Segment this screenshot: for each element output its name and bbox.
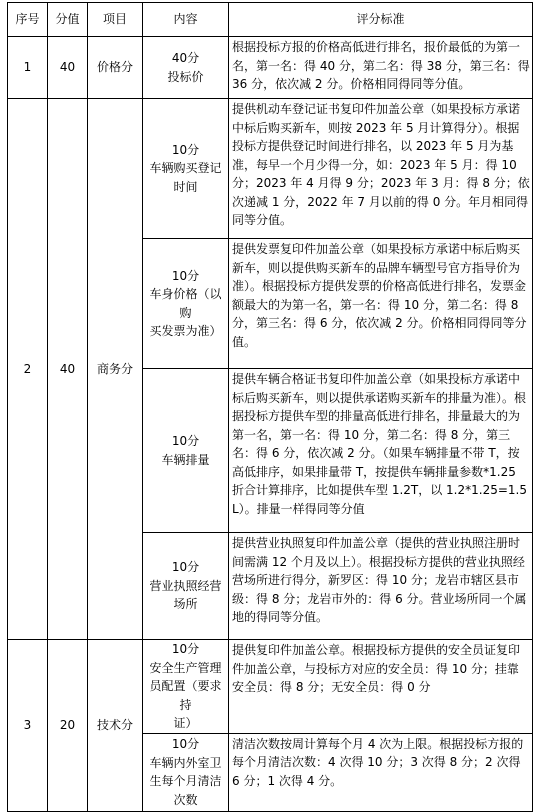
content-line: 买发票为准）: [149, 324, 222, 338]
content-line: 车辆购买登记: [149, 161, 222, 176]
content-line: 车辆排量: [161, 452, 210, 467]
header-content: 内容: [143, 3, 229, 37]
criteria-cell: 清洁次数按周计算每个月 4 次为上限。根据投标方报的每个月清洁次数：4 次得 10 分；3 次得 8 分；2 次得 6 分；1 次得 4 分。: [229, 733, 533, 811]
scoring-table: [7, 2, 533, 812]
criteria-cell: 根据投标方报的价格高低进行排名，报价最低的为第一名，第一名：得 40 分，第二名：得 38 分，第三名：得 36 分，依次减 2 分。价格相同得同等分值。: [229, 37, 533, 99]
content-line: 营业执照经营: [149, 578, 222, 593]
criteria-cell: 提供机动车登记证书复印件加盖公章（如果投标方承诺中标后购买新车，则按 2023 年 5 月计算得分）。根据投标方提供登记时间进行排名，以 2023 年 5 月为基准，每早一个月少得一分，如：2023 年 5 月：得 10 分；2023 年 4 月得 9 分；2023 年 3 月：得 8 分；依次递减 1 分，2022 年 7 月以前的得 0 分。年月相同得同等分值。: [229, 99, 533, 239]
row-score: 40: [48, 99, 88, 640]
content-line: 10分: [171, 268, 200, 283]
criteria-cell: 提供营业执照复印件加盖公章（提供的营业执照注册时间需满 12 个月及以上）。根据投标方提供的营业执照经营场所进行得分，新罗区：得 10 分；龙岩市辖区县市级：得 8 分；龙岩市外的：得 6 分。营业场所同一个属地的得同等分值。: [229, 533, 533, 640]
table-row: [8, 37, 533, 99]
content-line: 证）: [173, 716, 198, 730]
content-line: 次数: [173, 792, 198, 807]
header-criteria: 评分标准: [229, 3, 533, 37]
table-row: [8, 640, 533, 734]
criteria-cell: 提供复印件加盖公章。根据投标方提供的安全员证复印件加盖公章，与投标方对应的安全员：得 10 分；挂靠安全员：得 8 分；无安全员：得 0 分: [229, 640, 533, 734]
row-seq: 2: [8, 99, 48, 640]
row-seq: 1: [8, 37, 48, 99]
header-item: 项目: [88, 3, 143, 37]
table-row: [8, 99, 533, 239]
content-line: 生每个月清洁: [149, 774, 222, 788]
criteria-cell: 提供发票复印件加盖公章（如果投标方承诺中标后购买新车，则以提供购买新车的品牌车辆型号官方指导价为准）。根据投标方提供发票的价格高低进行排名，发票金额最大的为第一名，第一名：得 10 分，第二名：得 8 分，第三名：得 6 分，依次减 2 分。价格相同得同等分值。: [229, 239, 533, 369]
row-score: 40: [48, 37, 88, 99]
content-line: 车辆内外室卫: [149, 755, 222, 770]
content-line: 10分: [171, 142, 200, 157]
content-cell: [143, 239, 229, 369]
row-item: 技术分: [88, 640, 143, 812]
row-seq: 3: [8, 640, 48, 812]
content-line: 10分: [171, 434, 200, 448]
row-score: 20: [48, 640, 88, 812]
content-cell: [143, 733, 229, 811]
content-cell: [143, 640, 229, 734]
content-line: 投标价: [167, 69, 204, 84]
criteria-cell: 提供车辆合格证书复印件加盖公章（如果投标方承诺中标后购买新车，则以提供承诺购买新车的排量为准）。根据投标方提供车型的排量高低进行排名，排量最大的为第一名，第一名：得 10 分，第二名：得 8 分，第三名：得 6 分，依次减 2 分。（如果车辆排量不带 T，按高低排序，如果排量带 T，按提供车辆排量参数*1.25 折合计算排序，比如提供车型 1.2T，以 1.2*1.25=1.5L）。排量一样得同等分值: [229, 369, 533, 533]
header-seq: 序号: [8, 3, 48, 37]
content-line: 时间: [173, 179, 198, 194]
content-line: 场所: [173, 597, 198, 612]
content-line: 车身价格（以购: [149, 287, 222, 320]
content-cell: [143, 369, 229, 533]
content-line: 安全生产管理: [149, 660, 222, 675]
content-line: 10分: [171, 560, 200, 575]
content-line: 10分: [171, 737, 200, 751]
row-item: 商务分: [88, 99, 143, 640]
content-line: 40分: [171, 51, 200, 65]
content-line: 员配置（要求持: [149, 679, 222, 712]
content-line: 10分: [171, 642, 200, 656]
row-item: 价格分: [88, 37, 143, 99]
header-score: 分值: [48, 3, 88, 37]
content-cell: [143, 37, 229, 99]
content-cell: [143, 533, 229, 640]
table-header-row: [8, 3, 533, 37]
content-cell: [143, 99, 229, 239]
